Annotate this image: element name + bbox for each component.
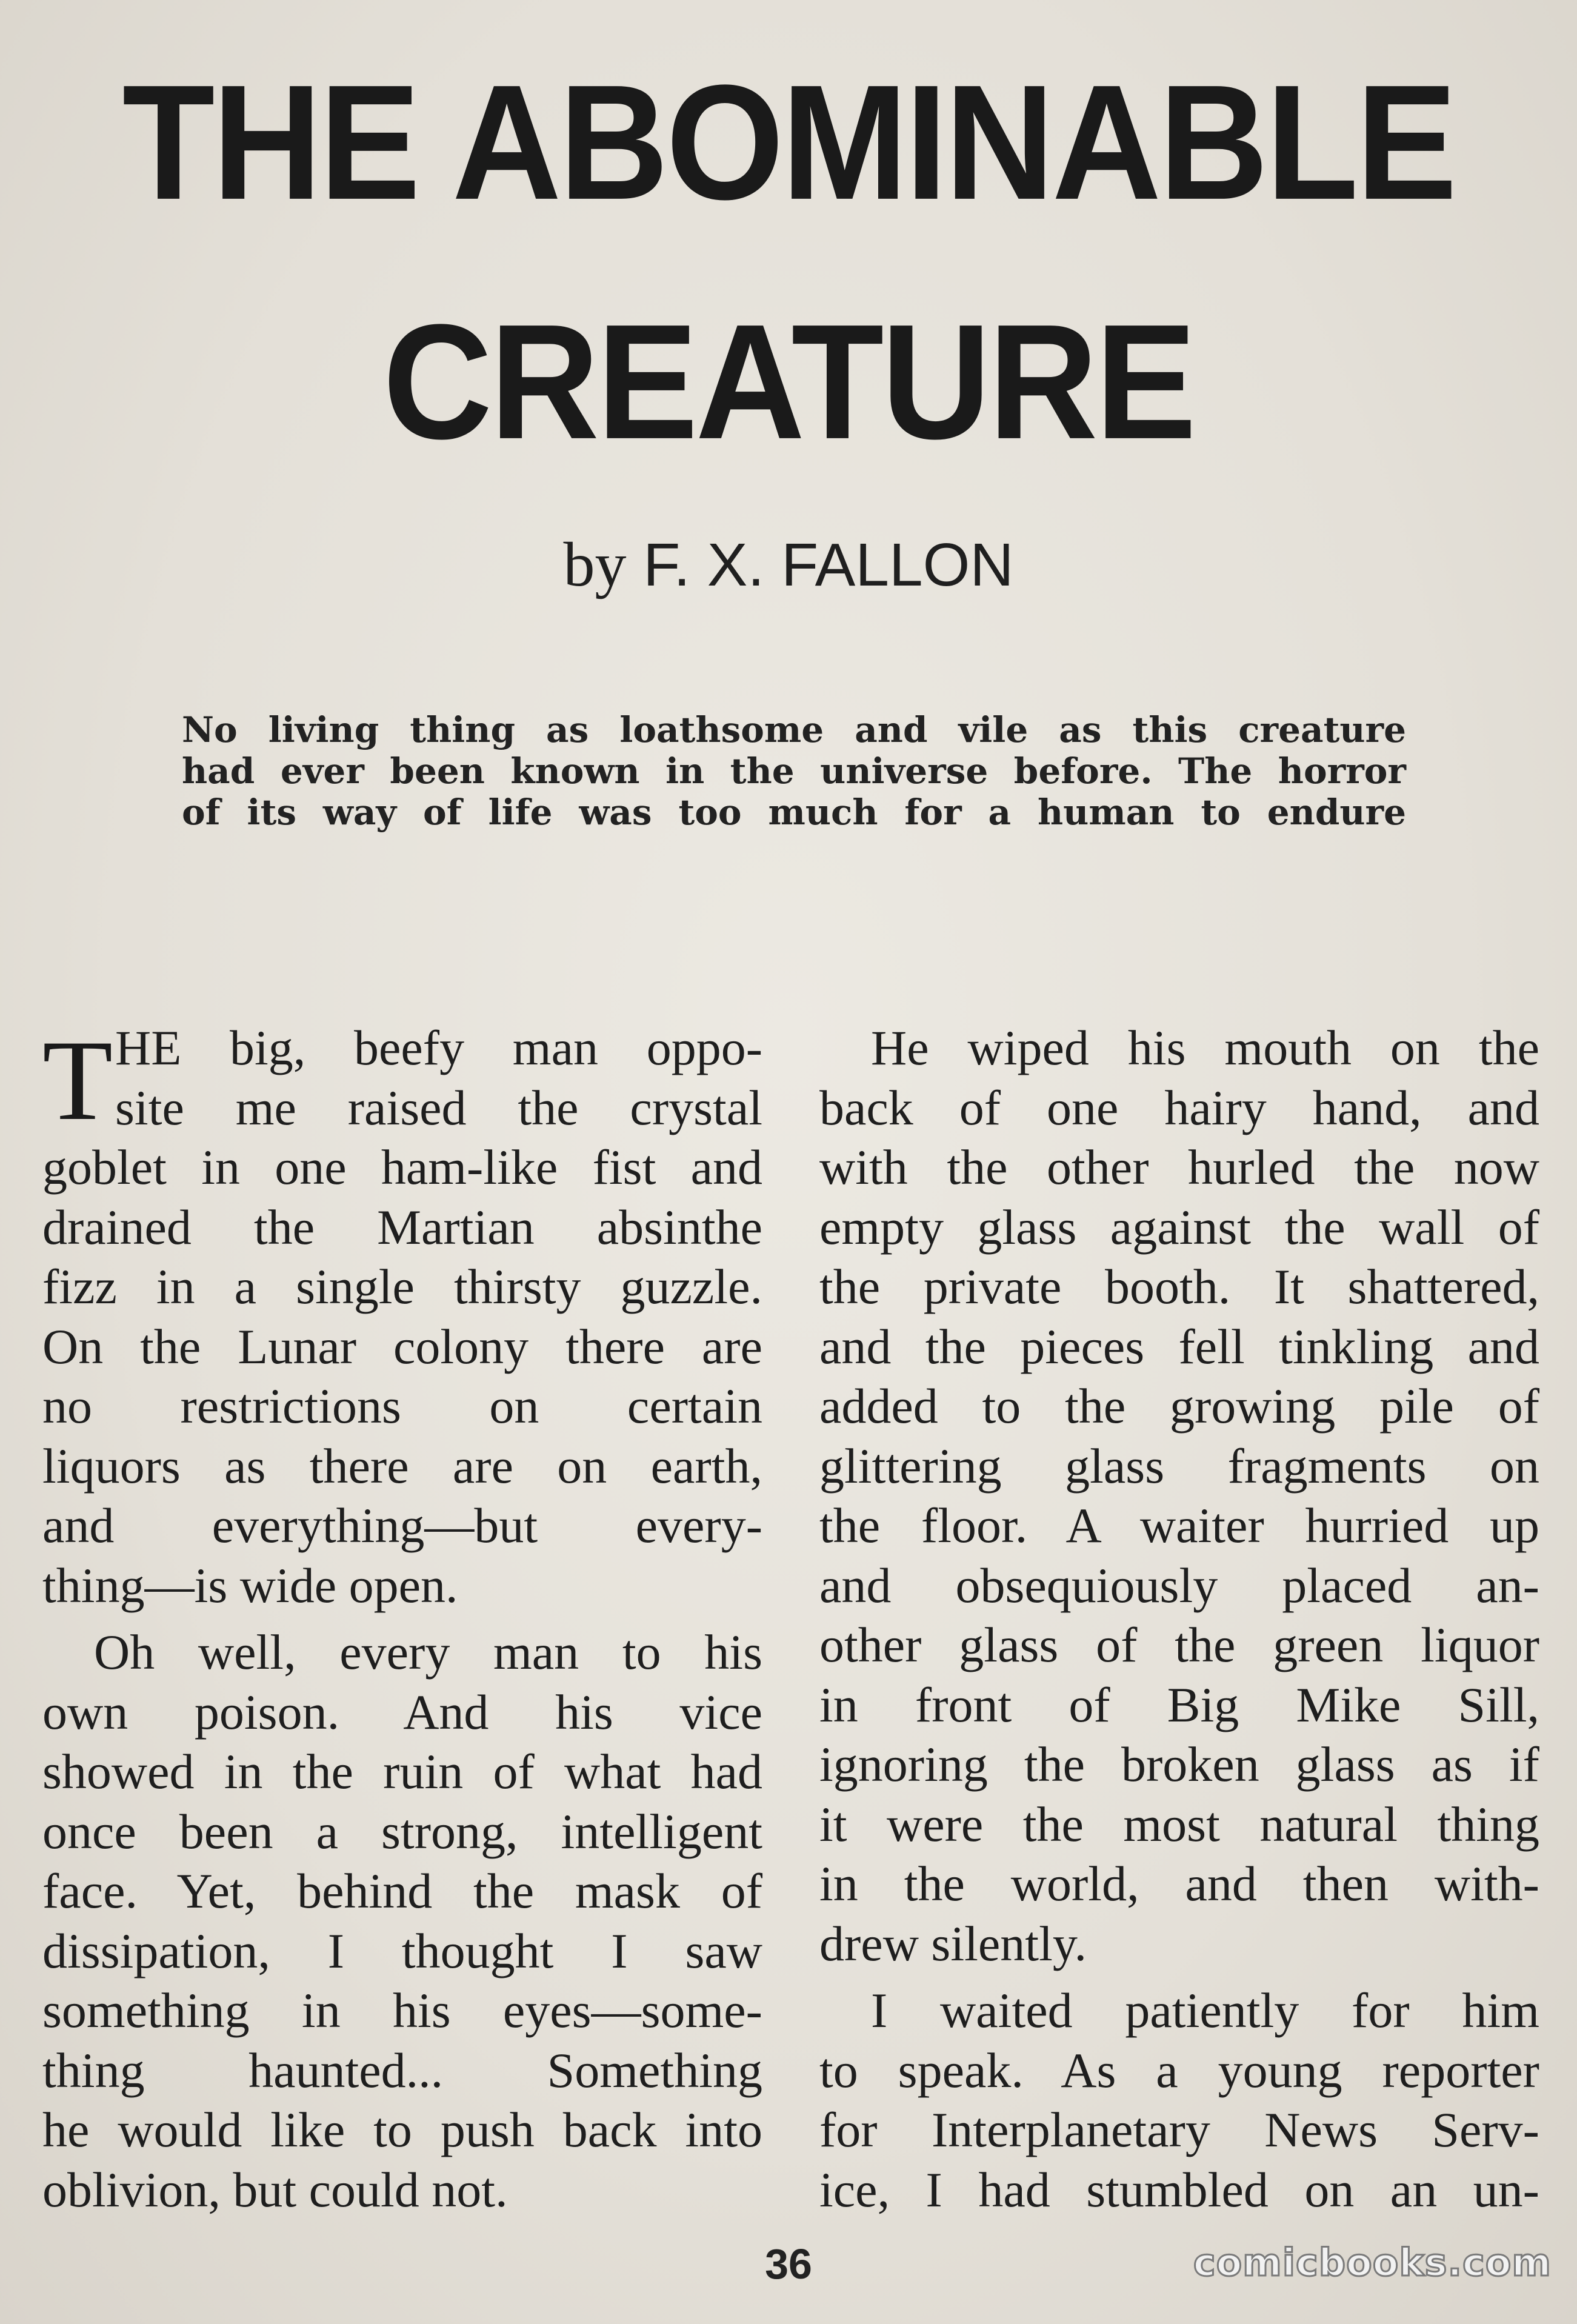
text-line: On the Lunar colony there are	[42, 1318, 762, 1374]
paragraph	[819, 1018, 1539, 1974]
text-line: ice, I had stumbled on an un-	[819, 2162, 1539, 2217]
text-column-right	[819, 1018, 1539, 2220]
paragraph	[42, 1018, 762, 1615]
text-line: added to the growing pile of	[819, 1378, 1539, 1434]
text-line: back of one hairy hand, and	[819, 1080, 1539, 1135]
text-line: the private booth. It shattered,	[819, 1259, 1539, 1314]
text-line: no restrictions on certain	[42, 1378, 762, 1434]
byline	[0, 530, 1577, 599]
text-line: own poison. And his vice	[42, 1684, 762, 1740]
text-line: showed in the ruin of what had	[42, 1744, 762, 1799]
text-line: the floor. A waiter hurried up	[819, 1498, 1539, 1553]
text-line: once been a strong, intelligent	[42, 1803, 762, 1859]
text-line: in front of Big Mike Sill,	[819, 1677, 1539, 1732]
text-line: thing—is wide open.	[42, 1557, 458, 1613]
text-line: oblivion, but could not.	[42, 2162, 508, 2217]
text-line: fizz in a single thirsty guzzle.	[42, 1259, 762, 1314]
text-line: thing haunted... Something	[42, 2042, 762, 2098]
text-line: glittering glass fragments on	[819, 1438, 1539, 1494]
text-line-content: HE big, beefy man oppo-	[115, 1020, 762, 1075]
text-line: and obsequiously placed an-	[819, 1557, 1539, 1613]
text-line: and everything—but every-	[42, 1498, 762, 1553]
paragraph	[819, 1981, 1539, 2220]
paragraph	[42, 1623, 762, 2220]
byline-author: F. X. FALLON	[643, 531, 1014, 599]
text-line: and the pieces fell tinkling and	[819, 1318, 1539, 1374]
watermark: comicbooks.com	[1193, 2240, 1552, 2285]
story-title-line-1: THE ABOMINABLE	[122, 50, 1455, 234]
text-line: it were the most natural thing	[819, 1796, 1539, 1852]
text-line: drained the Martian absinthe	[42, 1199, 762, 1255]
text-line: other glass of the green liquor	[819, 1617, 1539, 1672]
byline-prefix: by	[563, 530, 627, 599]
text-line: Oh well, every man to his	[94, 1624, 762, 1680]
blurb-line: had ever been known in the universe before. The horror	[182, 750, 1406, 792]
text-line: something in his eyes—some-	[42, 1983, 762, 2038]
story-blurb	[182, 709, 1406, 833]
blurb-line: of its way of life was too much for a human to endure	[182, 792, 1406, 833]
text-line: for Interplanetary News Serv-	[819, 2102, 1539, 2157]
text-line: dissipation, I thought I saw	[42, 1923, 762, 1978]
text-line: liquors as there are on earth,	[42, 1438, 762, 1494]
text-line: He wiped his mouth on the	[871, 1020, 1539, 1075]
text-line: site me raised the crystal	[115, 1080, 762, 1135]
text-line: he would like to push back into	[42, 2102, 762, 2157]
text-line: face. Yet, behind the mask of	[42, 1863, 762, 1918]
text-line: I waited patiently for him	[871, 1983, 1539, 2038]
text-line: to speak. As a young reporter	[819, 2042, 1539, 2098]
page-number: 36	[765, 2240, 812, 2288]
text-line: empty glass against the wall of	[819, 1199, 1539, 1255]
text-line: in the world, and then with-	[819, 1856, 1539, 1911]
story-title-line-2: CREATURE	[382, 290, 1195, 473]
text-line: ignoring the broken glass as if	[819, 1737, 1539, 1792]
text-line: with the other hurled the now	[819, 1140, 1539, 1195]
text-line: drew silently.	[819, 1915, 1087, 1971]
drop-cap: T	[42, 1017, 113, 1144]
text-column-left	[42, 1018, 762, 2220]
blurb-line: No living thing as loathsome and vile as this creature	[182, 709, 1406, 750]
text-line: goblet in one ham-like fist and	[42, 1140, 762, 1195]
